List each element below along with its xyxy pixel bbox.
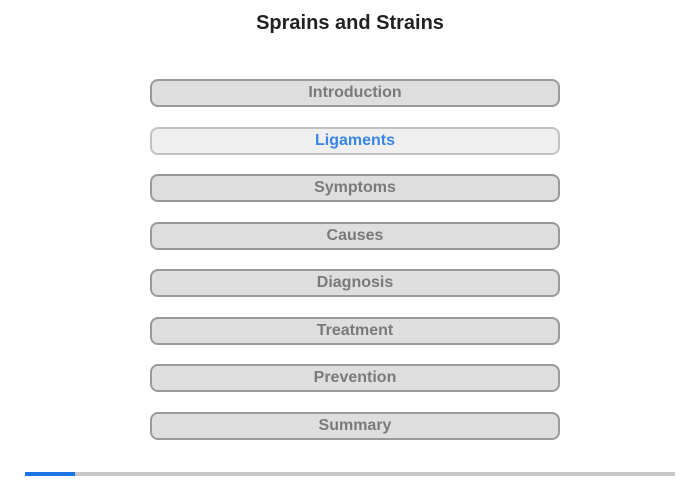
progress-bar-fill	[25, 472, 75, 476]
page-title: Sprains and Strains	[256, 12, 444, 34]
menu-item-symptoms[interactable]: Symptoms	[150, 174, 560, 202]
menu-item-treatment[interactable]: Treatment	[150, 317, 560, 345]
menu-item-introduction[interactable]: Introduction	[150, 79, 560, 107]
chapter-menu	[150, 79, 560, 459]
menu-item-ligaments[interactable]: Ligaments	[150, 127, 560, 155]
menu-item-prevention[interactable]: Prevention	[150, 364, 560, 392]
menu-item-summary[interactable]: Summary	[150, 412, 560, 440]
menu-item-causes[interactable]: Causes	[150, 222, 560, 250]
menu-item-diagnosis[interactable]: Diagnosis	[150, 269, 560, 297]
progress-bar	[25, 472, 675, 476]
